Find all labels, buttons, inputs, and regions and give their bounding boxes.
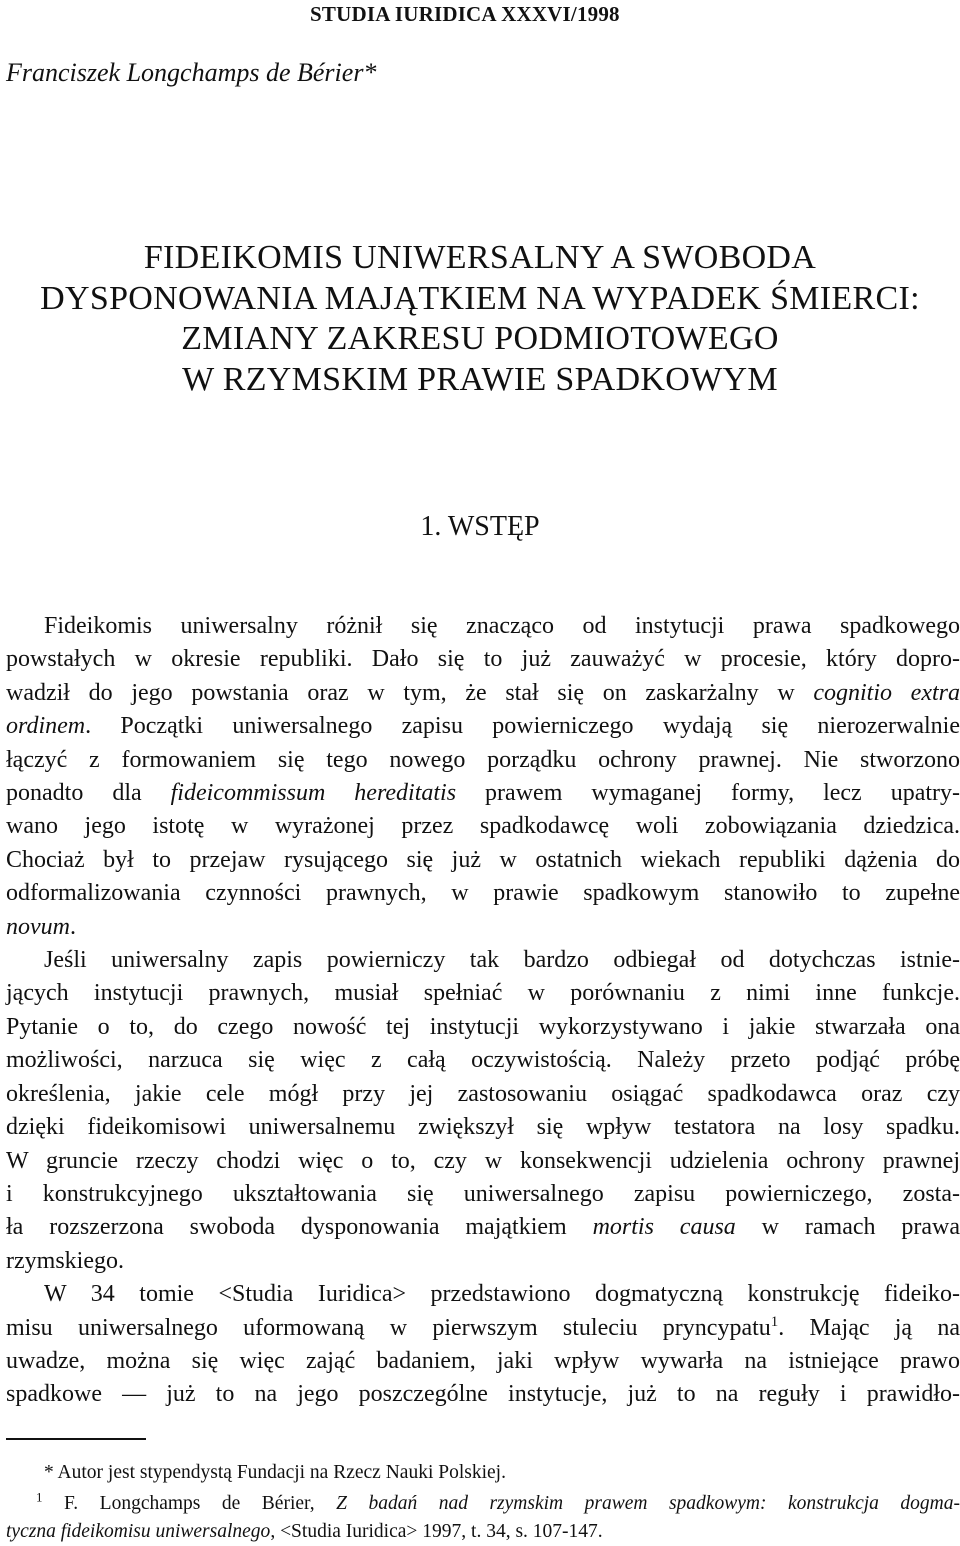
title-line: FIDEIKOMIS UNIWERSALNY A SWOBODA	[143, 239, 817, 276]
text-line: wadził do jego powstania oraz w tym, że stał się on zaskarżalny w cognitio extra	[6, 679, 960, 706]
footnote-mark: 1	[36, 1489, 43, 1505]
article-title	[0, 238, 960, 400]
text-line: novum.	[6, 913, 76, 940]
title-line: DYSPONOWANIA MAJĄTKIEM NA WYPADEK ŚMIERCI:	[40, 279, 920, 317]
title-line: ZMIANY ZAKRESU PODMIOTOWEGO	[181, 320, 779, 357]
body-text	[6, 610, 960, 1412]
footnote-ref: 1	[770, 1313, 779, 1330]
text-line: Fideikomis uniwersalny różnił się znacząco od instytucji prawa spadkowego	[44, 613, 960, 639]
text-line: możliwości, narzuca się więc z całą oczywistością. Należy przeto podjąć próbę	[6, 1047, 960, 1074]
text-line: łączyć z formowaniem się tego nowego porządku ochrony prawnej. Nie stworzono	[6, 746, 960, 773]
text-line: ponadto dla fideicommissum hereditatis prawem wymaganej formy, lecz upatry-	[6, 780, 960, 807]
text-line: jących instytucji prawnych, musiał spełniać w porównaniu z nimi inne funkcje.	[6, 980, 960, 1007]
text-line: i konstrukcyjnego ukształtowania się uniwersalnego zapisu powierniczego, zosta-	[6, 1180, 960, 1207]
text-line: uwadze, można się więc zająć badaniem, jaki wpływ wywarła na istniejące prawo	[6, 1347, 960, 1374]
text-line: Pytanie o to, do czego nowość tej instytucji wykorzystywano i jakie stwarzała ona	[6, 1013, 960, 1040]
text-line: W 34 tomie <Studia Iuridica> przedstawiono dogmatyczną konstrukcję fideiko-	[44, 1281, 960, 1308]
text-line: określenia, jakie cele mógł przy jej zastosowaniu osiągać spadkodawca oraz czy	[6, 1080, 960, 1107]
text-line: spadkowe — już to na jego poszczególne instytucje, już to na reguły i prawidło-	[6, 1381, 960, 1408]
title-line: W RZYMSKIM PRAWIE SPADKOWYM	[182, 360, 778, 398]
section-heading: 1. WSTĘP	[420, 511, 540, 542]
text-line: ordinem. Początki uniwersalnego zapisu powierniczego wydają się nierozerwalnie	[6, 713, 960, 740]
text-line: odformalizowania czynności prawnych, w prawie spadkowym stanowiło to zupełne	[6, 880, 960, 907]
text-line: dzięki fideikomisowi uniwersalnemu zwiększył się wpływ testatora na losy spadku.	[6, 1114, 960, 1141]
journal-header: STUDIA IURIDICA XXXVI/1998	[310, 2, 620, 26]
footnote-star: * Autor jest stypendystą Fundacji na Rzecz Nauki Polskiej.	[44, 1462, 506, 1483]
footnote-1: $^1$ F. Longchamps de Bérier, Z badań nad rzymskim prawem spadkowym: konstrukcja dogma- tyczna fideikomisu uniwersalnego, <Studia Iuridica> 1997, t. 34, s. 107-147.	[6, 1489, 960, 1542]
text-line: rzymskiego.	[6, 1247, 124, 1274]
text-line: ła rozszerzona swoboda dysponowania majątkiem mortis causa w ramach prawa	[6, 1214, 960, 1241]
footnote-divider	[6, 1438, 146, 1440]
text-line: W gruncie rzeczy chodzi więc o to, czy w konsekwencji udzielenia ochrony prawnej	[6, 1147, 960, 1174]
text-line: misu uniwersalnego uformowaną w pierwszym stuleciu pryncypatu$^1$. Mając ją na	[6, 1313, 960, 1341]
text-line: Chociaż był to przejaw rysującego się już w ostatnich wiekach republiki dążenia do	[6, 846, 960, 873]
text-line: powstałych w okresie republiki. Dało się to już zauważyć w procesie, który dopro-	[6, 646, 960, 673]
text-line: wano jego istotę w wyrażonej przez spadkodawcę woli zobowiązania dziedzica.	[6, 813, 960, 840]
author-name: Franciszek Longchamps de Bérier*	[6, 58, 377, 87]
text-line: Jeśli uniwersalny zapis powierniczy tak bardzo odbiegał od dotychczas istnie-	[44, 947, 960, 974]
